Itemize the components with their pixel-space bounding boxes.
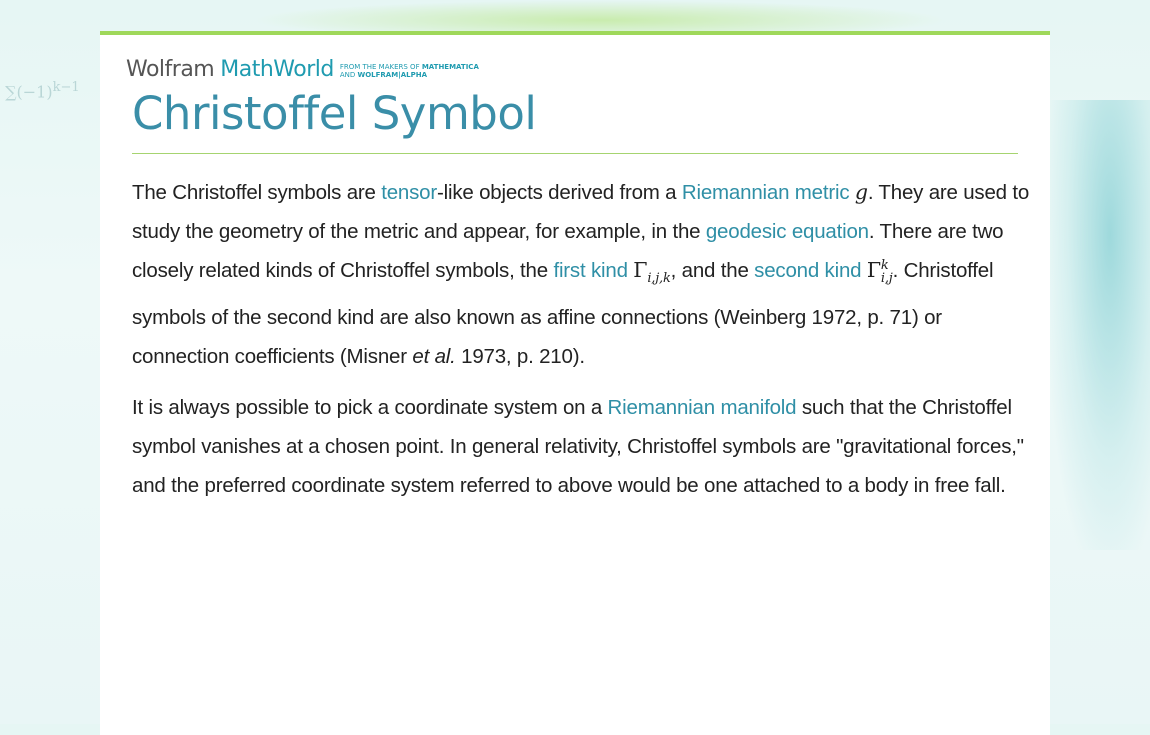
mathworld-logo[interactable] [126, 57, 479, 82]
link-second-kind[interactable]: second kind [754, 259, 862, 282]
logo-mathworld: MathWorld [220, 57, 334, 82]
link-first-kind[interactable]: first kind [553, 259, 628, 282]
link-tensor[interactable]: tensor [381, 181, 438, 204]
logo-tagline: FROM THE MAKERS OF MATHEMATICA AND WOLFRAM|ALPHA [339, 63, 479, 79]
math-gamma-first: $\Gamma_{i,j,k}$ [633, 258, 671, 287]
background-math-decoration: $\sum(-1)^{k-1}$ [0, 80, 80, 102]
math-gamma-second: Γ k i,j [866, 257, 893, 286]
link-riemannian-manifold[interactable]: Riemannian manifold [607, 396, 797, 420]
paragraph-2: It is always possible to pick a coordinate system on a Riemannian manifold such that the Christoffel symbol vanishes at a chosen point. In general relativity, Christoffel symbols are "gravitational forces," and the preferred coordinate system referred to above would be one attached to a body in free fall. [132, 396, 1024, 498]
title-divider [132, 153, 1018, 154]
paragraph-1: The Christoffel symbols are tensor-like objects derived from a Riemannian metric g. They are used to study the geometry of the metric and appear, for example, in the geodesic equation. There are two closely related kinds of Christoffel symbols, the first kind $\Gamma_{i,j,k}$, and the second kind Γ k i,j . Christoffel symbols of the second kind are also known as affine connections (Weinberg 1972, p. 71) or connection coefficients (Misner et al. 1973, p. 210). [132, 180, 1030, 369]
article-body [132, 173, 1032, 517]
logo-wolfram: Wolfram [126, 57, 215, 82]
math-g: g [854, 180, 868, 204]
link-geodesic-equation[interactable]: geodesic equation [705, 220, 869, 243]
page-title: Christoffel Symbol [132, 87, 537, 140]
article-card [100, 31, 1050, 735]
link-riemannian-metric[interactable]: Riemannian metric [681, 181, 850, 204]
background-shape-decoration [1050, 100, 1150, 550]
